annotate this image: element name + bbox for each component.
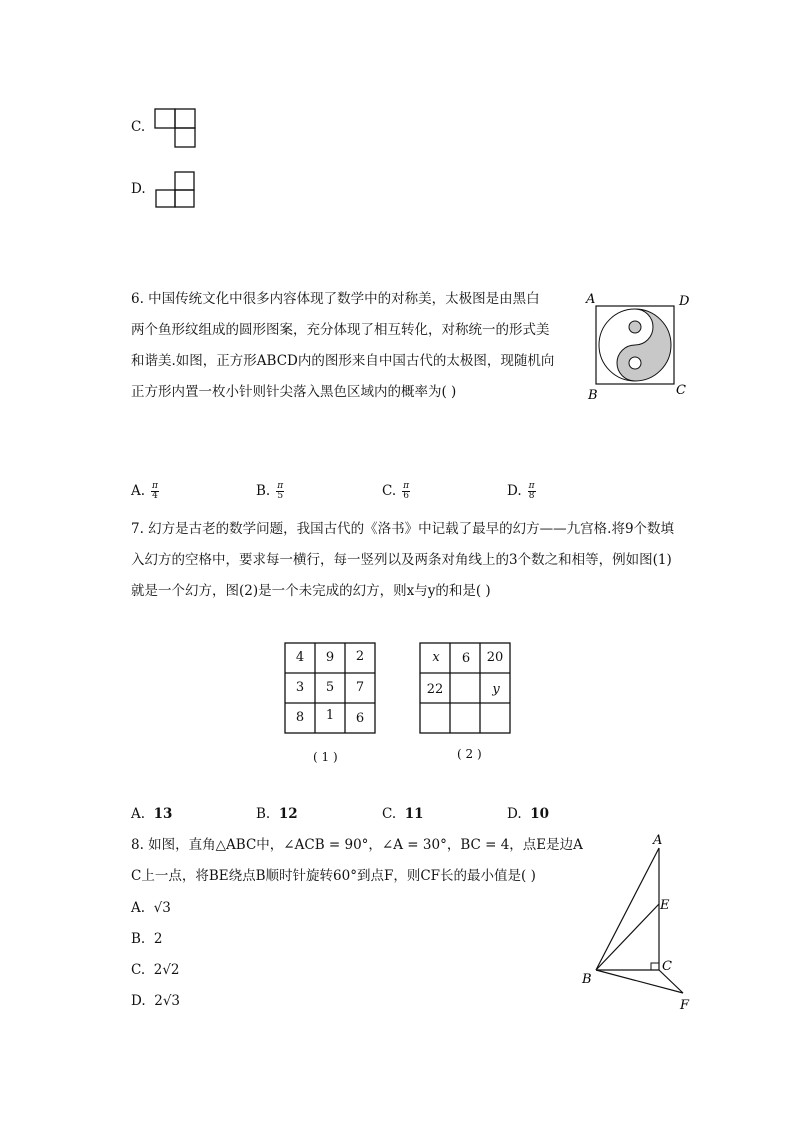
q5-option-c-figure (153, 107, 197, 149)
grid1-cell: 4 (295, 650, 305, 665)
grid1-cell: 6 (355, 711, 365, 726)
q6-line-2: 两个鱼形纹组成的圆形图案，充分体现了相互转化，对称统一的形式美 (131, 322, 550, 338)
q6-option-c (382, 482, 410, 501)
q8-option-b-value: 2 (153, 931, 163, 947)
grid2-cell: 20 (486, 650, 504, 665)
q8-line-2: C上一点，将BE绕点B顺时针旋转60°到点F，则CF长的最小值是( ) (131, 868, 536, 884)
triangle-label-b: B (582, 972, 592, 987)
q7-line-2: 入幻方的空格中，要求每一横行，每一竖列以及两条对角线上的3个数之和相等，例如图(1) (131, 552, 672, 568)
q7-option-c-value: 11 (404, 806, 424, 822)
q6-line-4: 正方形内置一枚小针则针尖落入黑色区域内的概率为( ) (131, 384, 457, 400)
q6-option-c-label: C. (382, 483, 397, 499)
q8-option-b (131, 931, 162, 947)
grid1-cell: 5 (325, 680, 335, 695)
q7-line-3: 就是一个幻方，图(2)是一个未完成的幻方，则x与y的和是( ) (131, 583, 491, 599)
q7-option-d-value: 10 (530, 806, 550, 822)
q8-option-a-label: A. (131, 900, 146, 916)
q6-stem (131, 284, 554, 408)
q6-option-a-fraction: $\frac{\pi}{4}$ (152, 481, 158, 501)
q6-option-d-label: D. (507, 483, 522, 499)
q8-option-a (131, 900, 171, 916)
grid2-caption: ( 2 ) (457, 747, 482, 761)
grid1-cell: 2 (355, 649, 365, 664)
taiji-figure (584, 290, 696, 402)
grid1-cell: 9 (325, 650, 335, 665)
q6-line-3: 和谐美.如图，正方形ABCD内的图形来自中国古代的太极图，现随机向 (131, 353, 555, 369)
grid1-cell: 8 (295, 710, 305, 725)
q7-option-d-label: D. (507, 806, 522, 822)
q8-option-b-label: B. (131, 931, 146, 947)
triangle-label-e: E (660, 898, 670, 913)
q6-option-b-fraction: $\frac{\pi}{5}$ (277, 481, 284, 501)
magic-square-2 (419, 642, 511, 734)
q8-option-c-value: 2√2 (153, 962, 180, 978)
q6-option-a (131, 482, 159, 501)
q7-option-a-value: 13 (153, 806, 173, 822)
taiji-label-b: B (588, 388, 598, 402)
grid2-cell: 22 (426, 682, 444, 697)
q8-option-c (131, 962, 180, 978)
grid1-cell: 1 (325, 708, 335, 723)
q6-option-b (256, 482, 284, 501)
grid2-cell: 6 (461, 651, 471, 666)
q8-option-d-label: D. (131, 993, 146, 1009)
q5-option-c-label: C. (131, 119, 146, 135)
q7-option-b-value: 12 (278, 806, 298, 822)
q8-option-d-value: 2√3 (154, 993, 181, 1009)
grid2-cell: x (432, 650, 440, 665)
q6-option-d-fraction: $\frac{\pi}{8}$ (528, 481, 535, 501)
triangle-label-f: F (680, 998, 690, 1013)
q5-option-c (131, 119, 145, 135)
q7-option-c (382, 806, 424, 822)
q7-option-b (256, 806, 298, 822)
q7-option-d (507, 806, 549, 822)
q5-option-d (131, 181, 146, 197)
taiji-label-a: A (586, 292, 596, 307)
magic-square-1 (284, 642, 376, 734)
q8-option-d (131, 993, 180, 1009)
q7-option-a (131, 806, 172, 822)
grid1-cell: 7 (355, 680, 365, 695)
q8-line-1: 8. 如图，直角△ABC中，∠ACB = 90°，∠A = 30°，BC = 4，点E是边A (131, 837, 583, 853)
grid2-cell: y (492, 682, 500, 697)
q6-line-1: 6. 中国传统文化中很多内容体现了数学中的对称美，太极图是由黑白 (131, 291, 540, 307)
q5-option-d-label: D. (131, 181, 146, 197)
q8-option-a-value: √3 (153, 900, 171, 916)
q7-option-a-label: A. (131, 806, 146, 822)
taiji-label-c: C (676, 383, 686, 398)
q6-option-a-label: A. (131, 483, 146, 499)
q5-option-d-figure (153, 170, 197, 210)
q8-option-c-label: C. (131, 962, 146, 978)
q7-stem (131, 514, 674, 607)
triangle-label-c: C (662, 959, 672, 974)
q7-option-b-label: B. (256, 806, 271, 822)
triangle-label-a: A (653, 833, 663, 848)
grid1-cell: 3 (295, 680, 305, 695)
grid1-caption: ( 1 ) (313, 750, 338, 764)
q6-option-d (507, 482, 536, 501)
q6-option-c-fraction: $\frac{\pi}{6}$ (403, 481, 410, 501)
triangle-figure (576, 832, 706, 1017)
q7-line-1: 7. 幻方是古老的数学问题，我国古代的《洛书》中记载了最早的幻方——九宫格.将9个数填 (131, 521, 675, 537)
q8-stem (131, 830, 583, 892)
q7-option-c-label: C. (382, 806, 397, 822)
taiji-label-d: D (679, 294, 690, 309)
q6-option-b-label: B. (256, 483, 271, 499)
